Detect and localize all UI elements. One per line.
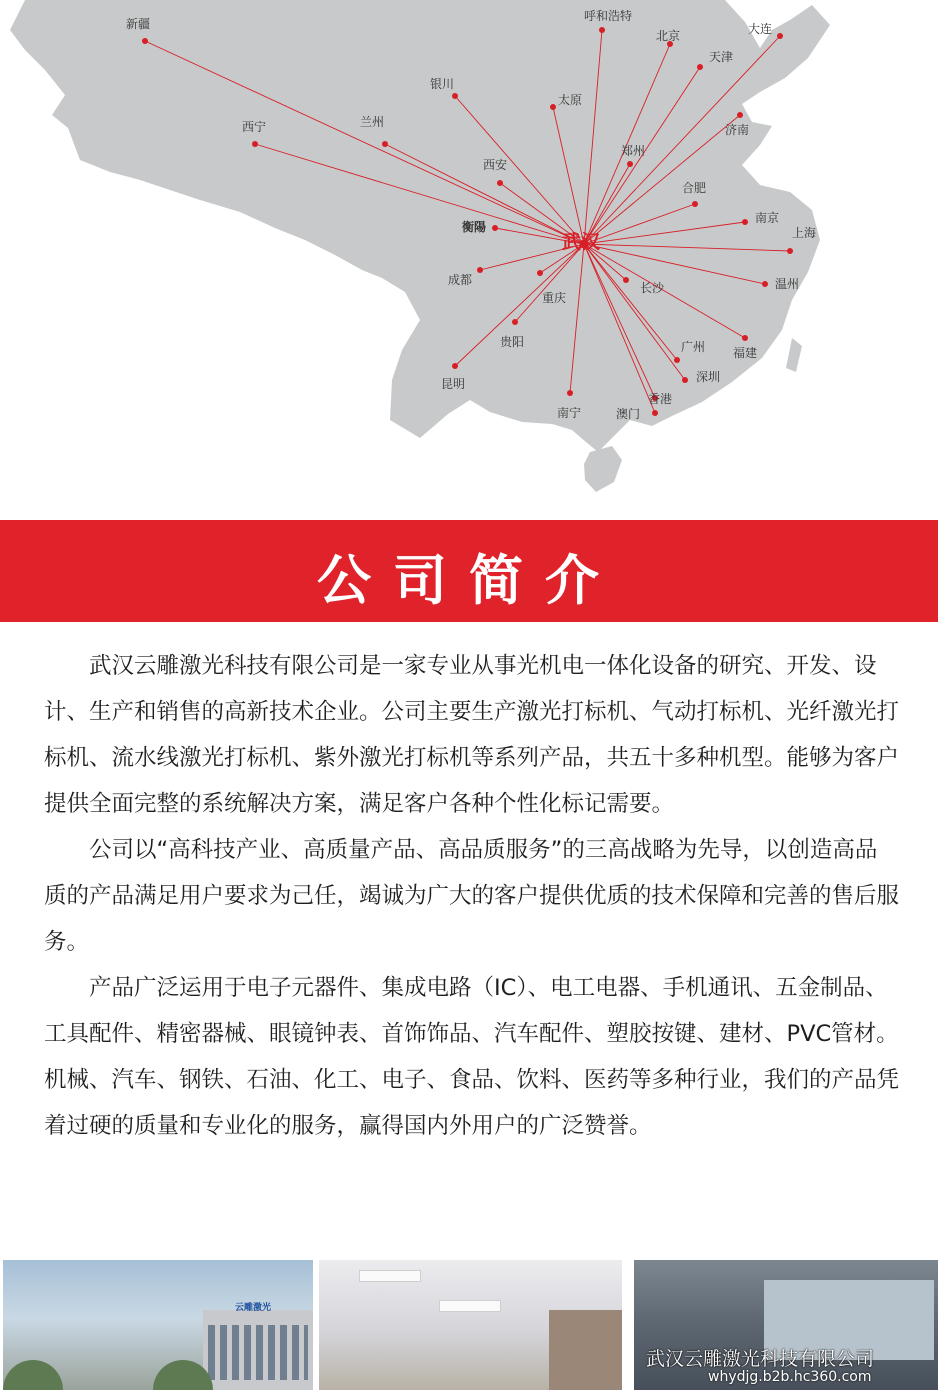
city-dot bbox=[252, 141, 258, 147]
china-distribution-map bbox=[0, 0, 938, 505]
city-dot bbox=[742, 335, 748, 341]
city-dot bbox=[512, 319, 518, 325]
city-dot bbox=[497, 180, 503, 186]
intro-paragraph-1: 武汉云雕激光科技有限公司是一家专业从事光机电一体化设备的研究、开发、设计、生产和销售的高新技术企业。公司主要生产激光打标机、气动打标机、光纤激光打标机、流水线激光打标机、紫外激光打标机等系列产品，共五十多种机型。能够为客户提供全面完整的系统解决方案，满足客户各种个性化标记需要。 bbox=[44, 653, 900, 817]
city-dot bbox=[599, 27, 605, 33]
city-label: 南京 bbox=[755, 211, 780, 225]
watermark-company: 武汉云雕激光科技有限公司 bbox=[646, 1348, 875, 1370]
city-label: 西宁 bbox=[242, 120, 267, 134]
city-dot bbox=[382, 141, 388, 147]
section-title: 公司简介 bbox=[317, 548, 621, 612]
city-dot bbox=[777, 33, 783, 39]
city-dot bbox=[627, 161, 633, 167]
city-label: 太原 bbox=[558, 93, 583, 107]
watermark-url: whydjg.b2b.hc360.com bbox=[708, 1369, 872, 1385]
intro-paragraph-3: 产品广泛运用于电子元器件、集成电路（IC）、电工电器、手机通讯、五金制品、工具配件、精密器械、眼镜钟表、首饰饰品、汽车配件、塑胶按键、建材、PVC管材。机械、汽车、钢铁、石油、化工、电子、食品、饮料、医药等多种行业，我们的产品凭着过硬的质量和专业化的服务，赢得国内外用户的广泛赞誉。 bbox=[44, 975, 900, 1139]
city-label: 大连 bbox=[748, 22, 773, 36]
city-label: 成都 bbox=[448, 273, 473, 287]
building-windows bbox=[208, 1325, 308, 1380]
city-label: 澳门 bbox=[616, 407, 641, 421]
building-photo bbox=[3, 1260, 313, 1390]
city-dot bbox=[623, 277, 629, 283]
city-label: 北京 bbox=[656, 29, 681, 43]
city-label: 深圳 bbox=[696, 370, 721, 384]
city-label: 上海 bbox=[792, 226, 817, 240]
city-label: 福建 bbox=[733, 346, 758, 360]
hainan-island bbox=[584, 446, 622, 492]
city-label: 郑州 bbox=[621, 144, 646, 158]
city-label: 昆明 bbox=[441, 377, 466, 391]
city-dot bbox=[477, 267, 483, 273]
tree bbox=[3, 1360, 63, 1390]
hub-label: 武汉 bbox=[562, 231, 601, 253]
intro-paragraph-2: 公司以“高科技产业、高质量产品、高品质服务”的三高战略为先导，以创造高品质的产品满足用户要求为己任，竭诚为广大的客户提供优质的技术保障和完善的售后服务。 bbox=[44, 837, 900, 955]
city-label: 呼和浩特 bbox=[584, 9, 633, 23]
city-dot bbox=[742, 219, 748, 225]
city-label: 广州 bbox=[681, 340, 706, 354]
city-dot bbox=[452, 93, 458, 99]
city-dot bbox=[737, 112, 743, 118]
city-label: 贵阳 bbox=[500, 335, 525, 349]
city-label: 重庆 bbox=[542, 291, 567, 305]
city-dot bbox=[492, 225, 498, 231]
city-dot bbox=[537, 270, 543, 276]
city-label: 天津 bbox=[709, 50, 734, 64]
ceiling-light bbox=[359, 1270, 421, 1282]
city-label: 衡陽 bbox=[462, 220, 487, 234]
office-photo bbox=[319, 1260, 622, 1390]
city-label: 南宁 bbox=[557, 406, 582, 420]
city-dot bbox=[762, 281, 768, 287]
taiwan-island bbox=[786, 338, 802, 372]
ceiling-light bbox=[439, 1300, 501, 1312]
city-label: 长沙 bbox=[640, 281, 665, 295]
city-dot bbox=[452, 363, 458, 369]
city-label: 香港 bbox=[648, 392, 673, 406]
city-label: 济南 bbox=[725, 123, 750, 137]
city-label: 合肥 bbox=[682, 181, 707, 195]
company-intro bbox=[44, 643, 899, 1149]
building-sign: 云雕激光 bbox=[235, 1303, 272, 1313]
city-dot bbox=[142, 38, 148, 44]
city-label: 温州 bbox=[775, 277, 800, 291]
city-dot bbox=[674, 357, 680, 363]
city-dot bbox=[682, 377, 688, 383]
city-label: 银川 bbox=[430, 77, 455, 91]
city-dot bbox=[787, 248, 793, 254]
city-dot bbox=[567, 390, 573, 396]
city-dot bbox=[697, 64, 703, 70]
city-dot bbox=[692, 201, 698, 207]
office-wall bbox=[549, 1310, 622, 1390]
section-title-banner bbox=[0, 520, 938, 622]
city-label: 新疆 bbox=[126, 17, 151, 31]
city-label: 兰州 bbox=[360, 115, 385, 129]
city-dot bbox=[652, 410, 658, 416]
city-label: 西安 bbox=[483, 158, 508, 172]
china-land-shape bbox=[10, 0, 830, 452]
city-dot bbox=[550, 104, 556, 110]
